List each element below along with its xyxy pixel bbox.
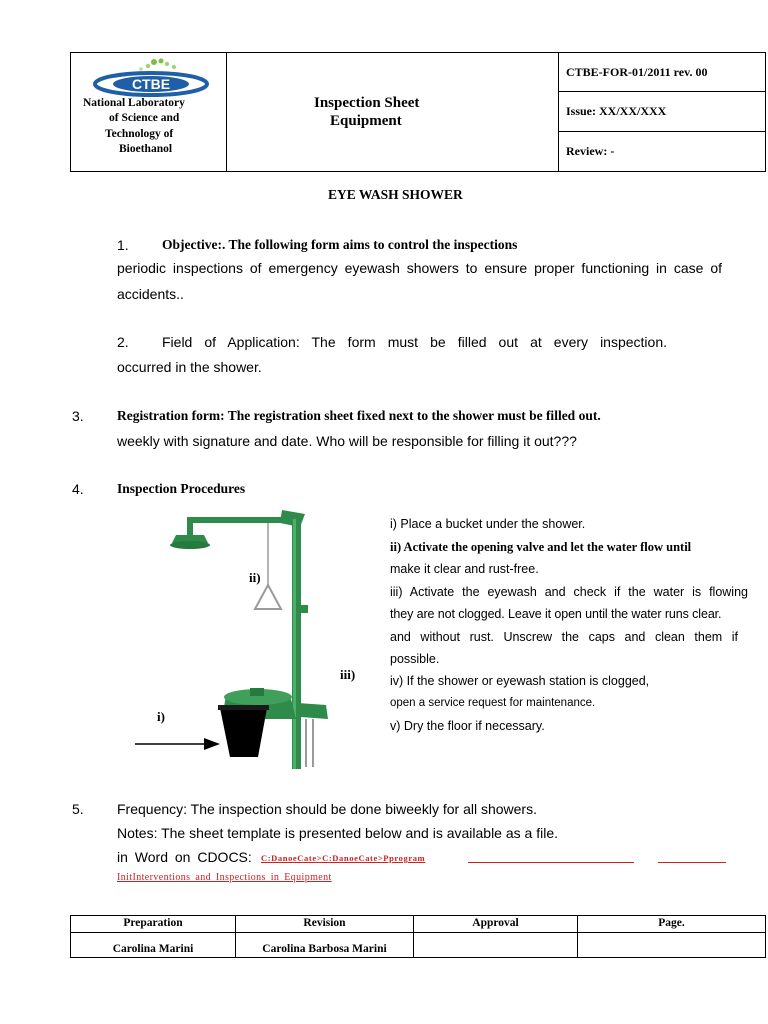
- section-1-heading: Objective:. The following form aims to control the inspections: [162, 237, 518, 252]
- section-2-number: 2.: [117, 334, 129, 350]
- org-line-2: of Science and: [109, 112, 180, 124]
- procedure-step-3-cont-1: they are not clogged. Leave it open until the water runs clear.: [390, 607, 722, 621]
- form-code: CTBE-FOR-01/2011 rev. 00: [559, 53, 766, 92]
- link-underline-1: [468, 862, 634, 863]
- org-line-1: National Laboratory: [83, 97, 185, 109]
- procedure-step-3-cont-2: and without rust. Unscrew the caps and clean them if: [390, 630, 738, 644]
- page-subtitle: Equipment: [330, 113, 402, 129]
- approval-table: [70, 915, 766, 958]
- procedure-step-1: i) Place a bucket under the shower.: [390, 517, 586, 531]
- section-4-heading: Inspection Procedures: [117, 481, 246, 496]
- review-info: Review: -: [566, 143, 615, 158]
- procedure-step-4-cont: open a service request for maintenance.: [390, 697, 596, 709]
- approval-column: [414, 916, 578, 957]
- issue-date: Issue: XX/XX/XXX: [559, 92, 766, 131]
- preparation-column: [71, 916, 236, 957]
- page-column: [578, 916, 765, 957]
- preparation-value: Carolina Marini: [112, 943, 194, 955]
- eyewash-shower-illustration: [130, 505, 370, 770]
- page-title: Inspection Sheet: [314, 95, 420, 111]
- section-5-line-2: Notes: The sheet template is presented below and is available as a file.: [117, 825, 558, 841]
- logo-cell: [71, 53, 227, 171]
- document-control-cell: [558, 53, 766, 171]
- section-2-line-1: Field of Application: The form must be filled out at every inspection.: [162, 334, 667, 350]
- figure-label-iii: iii): [340, 667, 356, 682]
- section-1-number: 1.: [117, 237, 129, 253]
- title-cell: [226, 53, 558, 171]
- figure-label-i: i): [157, 709, 165, 724]
- revision-value: Carolina Barbosa Marini: [262, 943, 387, 955]
- cdocs-folder-link[interactable]: InitInterventions and Inspections in Equipment: [117, 872, 332, 883]
- svg-text:CTBE: CTBE: [131, 76, 171, 92]
- procedure-step-2: ii) Activate the opening valve and let the water flow until: [390, 540, 692, 554]
- section-1-line-3: accidents..: [117, 286, 184, 302]
- page-header: Page.: [578, 916, 765, 933]
- figure-label-ii: ii): [249, 570, 261, 585]
- section-3-number: 3.: [72, 408, 84, 424]
- org-line-3: Technology of: [105, 128, 174, 140]
- revision-column: [236, 916, 414, 957]
- section-4-number: 4.: [72, 481, 84, 497]
- procedure-step-2-cont: make it clear and rust-free.: [390, 562, 539, 576]
- section-5-line-3: in Word on CDOCS:: [117, 849, 252, 865]
- link-underline-2: [658, 862, 726, 863]
- procedure-step-4: iv) If the shower or eyewash station is clogged,: [390, 674, 650, 688]
- section-3-heading: Registration form: The registration sheet fixed next to the shower must be filled out.: [117, 408, 601, 423]
- ctbe-logo: [91, 56, 221, 100]
- procedure-step-3-cont-3: possible.: [390, 652, 440, 666]
- revision-header: Revision: [236, 916, 413, 933]
- org-line-4: Bioethanol: [119, 143, 173, 155]
- section-5-number: 5.: [72, 801, 84, 817]
- procedure-step-5: v) Dry the floor if necessary.: [390, 719, 545, 733]
- section-5-line-1: Frequency: The inspection should be done biweekly for all showers.: [117, 801, 537, 817]
- preparation-header: Preparation: [71, 916, 235, 933]
- cdocs-path-link[interactable]: C:DanoeCate>C:DanoeCate>Pprogram: [261, 853, 426, 863]
- section-2-line-2: occurred in the shower.: [117, 359, 262, 375]
- approval-header: Approval: [414, 916, 577, 933]
- procedure-step-3: iii) Activate the eyewash and check if the water is flowing: [390, 585, 748, 599]
- document-header: [70, 52, 766, 172]
- section-1-line-2: periodic inspections of emergency eyewash showers to ensure proper functioning in case of: [117, 260, 722, 276]
- doc-title: EYE WASH SHOWER: [328, 187, 463, 202]
- section-3-line-2: weekly with signature and date. Who will be responsible for filling it out???: [117, 433, 577, 449]
